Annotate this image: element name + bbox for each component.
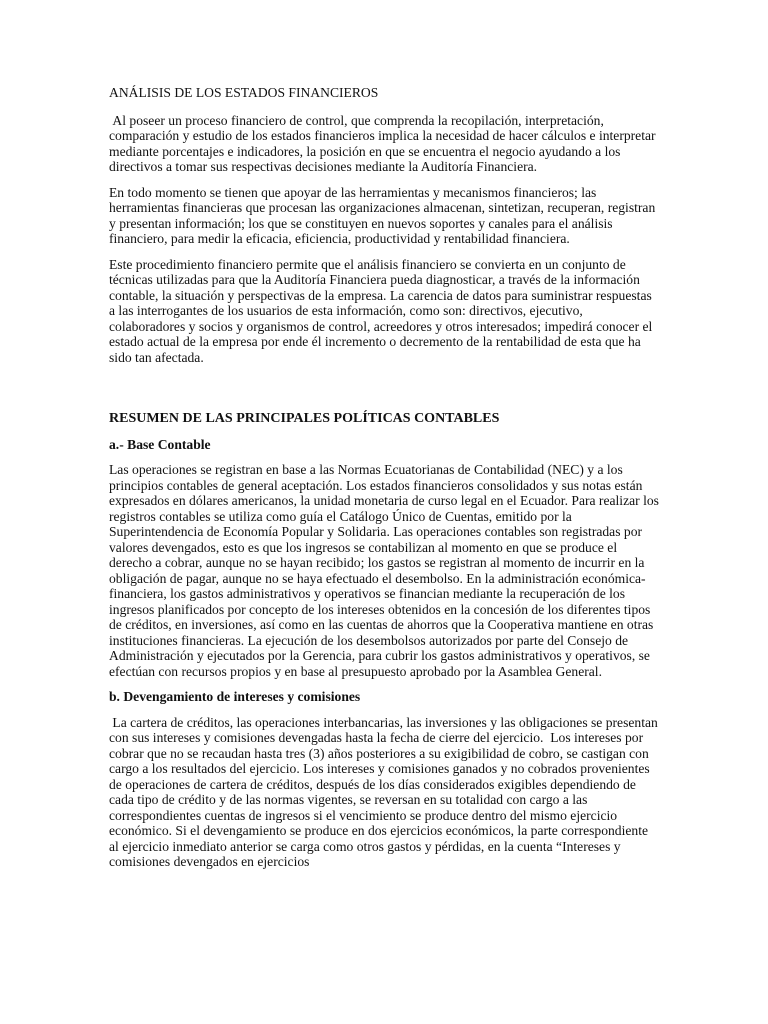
document-page: [109, 76, 660, 870]
intro-paragraph-3: Este procedimiento financiero permite que el análisis financiero se convierta en un conjunto de técnicas utilizadas para que la Auditoría Financiera pueda diagnosticar, a través de la información contable, la situación y perspectivas de la empresa. La carencia de datos para suministrar respuestas a las interrogantes de los usuarios de esta información, como son: directivos, ejecutivo, colaboradores y socios y organismos de control, acreedores y otros interesados; impedirá conocer el estado actual de la empresa por ende él incremento o decremento de la rentabilidad de esta que ha sido tan afectada.: [109, 256, 653, 365]
section-title: RESUMEN DE LAS PRINCIPALES POLÍTICAS CONTABLES: [109, 411, 500, 426]
intro-paragraph-2: En todo momento se tienen que apoyar de las herramientas y mecanismos financieros; las herramientas financieras que procesan las organizaciones almacenan, sintetizan, recuperan, registran y presentan información; los que se constituyen en nuevos soportes y canales para el análisis financiero, para medir la eficacia, eficiencia, productividad y rentabilidad financiera.: [109, 184, 656, 246]
subsection-title-devengamiento: b. Devengamiento de intereses y comisiones: [109, 689, 361, 704]
subsection-text-devengamiento: La cartera de créditos, las operaciones interbancarias, las inversiones y las obligaciones se presentan con sus intereses y comisiones devengadas hasta la fecha de cierre del ejercicio. Los intereses por cobrar que no se recaudan hasta tres (3) años posteriores a su exigibilidad de cobro, se castigan con cargo a los resultados del ejercicio. Los intereses y comisiones ganados y no cobrados provenientes de operaciones de cartera de créditos, después de los días considerados exigibles dependiendo de cada tipo de crédito y de las normas vigentes, se reversan en su totalidad con cargo a las correspondientes cuentas de ingresos si el vencimiento se produce dentro del mismo ejercicio económico. Si el devengamiento se produce en dos ejercicios económicos, la parte correspondiente al ejercicio inmediato anterior se carga como otros gastos y pérdidas, en la cuenta “Intereses y comisiones devengados en ejercicios: [109, 714, 662, 869]
intro-paragraph-1: Al poseer un proceso financiero de control, que comprenda la recopilación, interpretación, comparación y estudio de los estados financieros implica la necesidad de hacer cálculos e interpretar mediante porcentajes e indicadores, la posición en que se encuentra el negocio ayudando a los directivos a tomar sus respectivas decisiones mediante la Auditoría Financiera.: [109, 112, 659, 174]
subsection-text-base-contable: Las operaciones se registran en base a las Normas Ecuatorianas de Contabilidad (NEC) y a los principios contables de general aceptación. Los estados financieros consolidados y sus notas están expresados en dólares americanos, la unidad monetaria de curso legal en el Ecuador. Para realizar los registros contables se utiliza como guía el Catálogo Único de Cuentas, emitido por la Superintendencia de Economía Popular y Solidaria. Las operaciones contables son registradas por valores devengados, esto es que los ingresos se contabilizan al momento en que se produce el derecho a cobrar, aunque no se hayan recibido; los gastos se registran al momento de incurrir en la obligación de pagar, aunque no se haya efectuado el desembolso. En la administración económica-financiera, los gastos administrativos y operativos se financian mediante la recuperación de los ingresos planificados por concepto de los intereses obtenidos en la concesión de los diferentes tipos de créditos, en inversiones, así como en las cuentas de ahorros que la Cooperativa mantiene en otras instituciones financieras. La ejecución de los desembolsos autorizados por parte del Consejo de Administración y ejecutados por la Gerencia, para cubrir los gastos administrativos y operativos, se efectúan con recursos propios y en base al presupuesto aprobado por la Asamblea General.: [109, 462, 659, 679]
subsection-title-base-contable: a.- Base Contable: [109, 436, 211, 452]
document-title: ANÁLISIS DE LOS ESTADOS FINANCIEROS: [109, 85, 379, 100]
